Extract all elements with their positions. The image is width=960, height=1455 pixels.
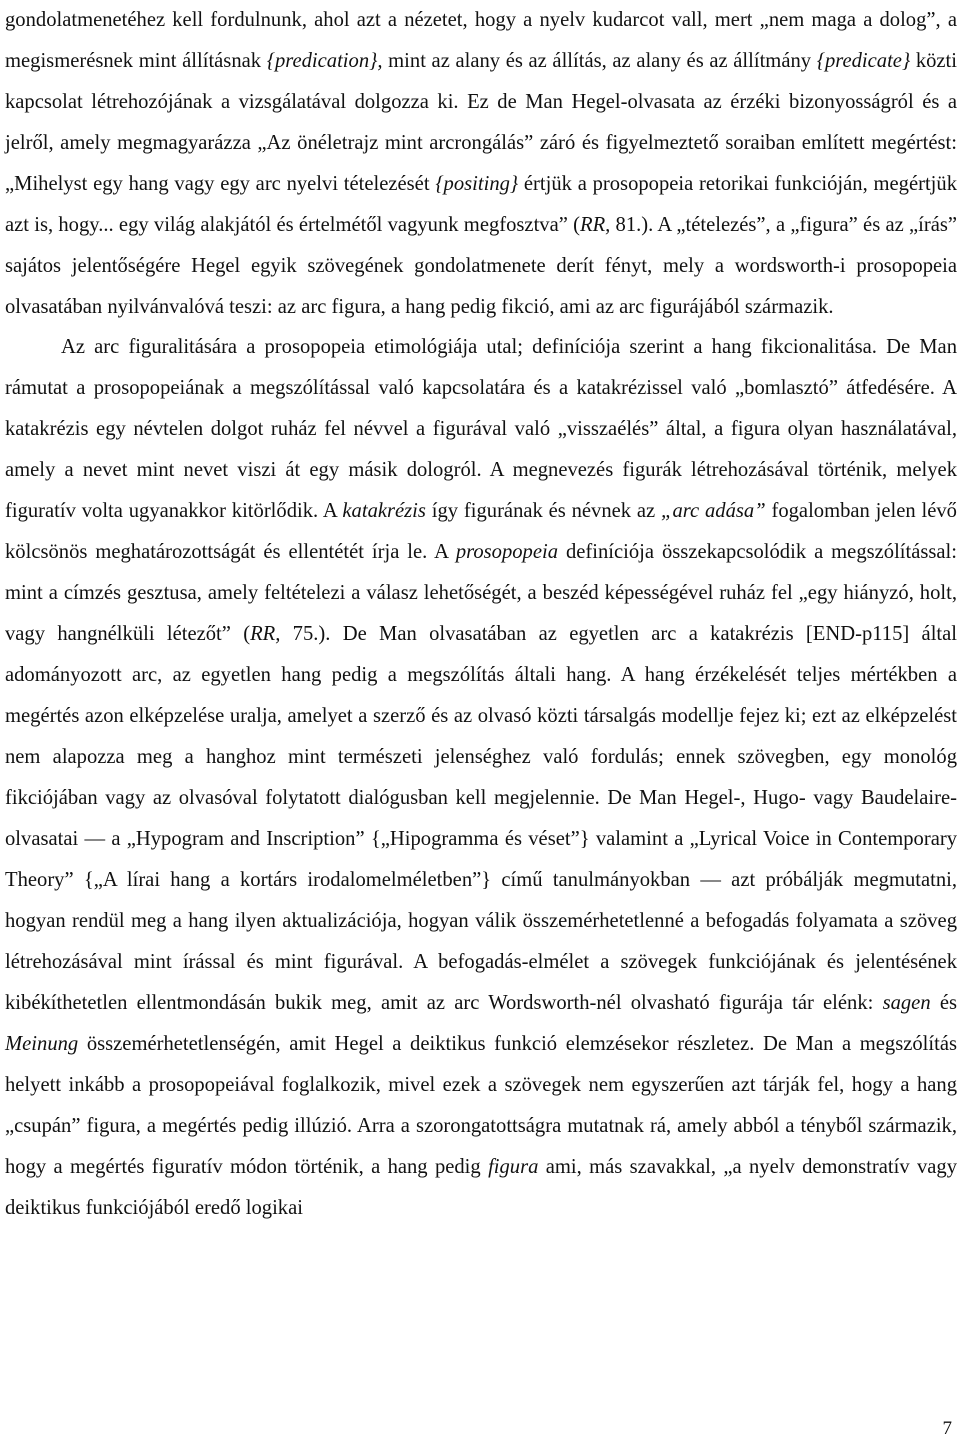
p2-segment: figura (488, 1156, 539, 1178)
p2-segment: RR, (250, 623, 281, 645)
page-number: 7 (942, 1418, 952, 1439)
p2-segment: prosopopeia (455, 541, 559, 563)
p2-segment: sagen (882, 992, 931, 1014)
p1-segment: {predicate} (816, 50, 911, 72)
p2-segment: Meinung (5, 1033, 79, 1055)
p2-segment: és (930, 992, 957, 1014)
p1-segment: RR, (579, 214, 611, 236)
p1-segment: mint az alany és az állítás, az alany és az állítmány (382, 50, 817, 72)
p1-segment: gondolatmenetéhez kell fordulnunk, ahol azt a nézetet, hogy a nyelv kudarcot vall, mert „nem maga a dolog”, a megismerésnek mint állításnak (5, 9, 957, 72)
p2-segment: definíciója összekapcsolódik a megszólítással: mint a címzés gesztusa, amely feltételezi a válasz lehetőségét, a beszéd képességével ruház fel „egy hiányzó, holt, vagy hangnélküli létezőt” ( (5, 541, 957, 645)
p2-segment: katakrézis (342, 500, 426, 522)
p1-segment: {positing} (435, 173, 519, 195)
p1-segment: közti kapcsolat létrehozójának a vizsgálatával dolgozza ki. Ez de Man Hegel-olvasata az érzéki bizonyosságról és a jelről, amely megmagyarázza „Az önéletrajz mint arcrongálás” záró és figyelmeztető soraiban említett megértést: „Mihelyst egy hang vagy egy arc nyelvi tételezését (5, 50, 958, 195)
p2-segment: 75.). De Man olvasatában az egyetlen arc a katakrézis [END-p115] által adományozott arc, az egyetlen hang pedig a megszólítás általi hang. A hang érzékelését teljes mértékben a megértés azon elképzelése uralja, amelyet a szerző és az olvasó közti társalgás modellje fejez ki; ezt az elképzelést nem alapozza meg a hanghoz mint természeti jelenséghez való fordulás; ennek szövegben, egy monológ fikciójában vagy az olvasóval folytatott dialógusban kell megjelennie. De Man Hegel-, Hugo- vagy Baudelaire-olvasatai — a „Hypogram and Inscription” {„Hipogramma és véset”} valamint a „Lyrical Voice in Contemporary Theory” {„A lírai hang a kortárs irodalomelméletben”} című tanulmányokban — azt próbálják megmutatni, hogyan rendül meg a hang ilyen aktualizációja, hogyan válik összemérhetetlenné a befogadás folyamata a szöveg létrehozásával mint írással és mint figurával. A befogadás-elmélet a szövegek funkciójának és jelentésének kibékíthetetlen ellentmondásán bukik meg, amit az arc Wordsworth-nél olvasható figurája tár elénk: (5, 623, 957, 1014)
p1-segment: értjük a prosopopeia retorikai funkcióján, megértjük azt is, hogy... egy világ alakjától és értelmétől vagyunk megfosztva” ( (5, 173, 957, 236)
p2-segment: Az arc figuralitására a prosopopeia etimológiája utal; definíciója szerint a hang fikcionalitása. De Man rámutat a prosopopeiának a megszólítással való kapcsolatára és a katakrézissel való „bomlasztó” átfedésére. A katakrézis egy névtelen dolgot ruház fel névvel a figurával való „visszaélés” által, a figura olyan használatával, amely a nevet mint nevet viszi át egy másik dologról. A megnevezés figurák létrehozásával történik, melyek figuratív volta ugyanakkor kitörlődik. A (5, 336, 957, 522)
p2-segment: „arc adása” (661, 500, 766, 522)
paragraph-2 (5, 327, 957, 1229)
p2-segment: ami, más szavakkal, „a nyelv demonstratív vagy deiktikus funkciójából eredő logikai (5, 1156, 957, 1219)
p1-segment: 81.). A „tételezés”, a „figura” és az „írás” sajátos jelentőségére Hegel egyik szövegének gondolatmenete derít fényt, mely a wordsworth-i prosopopeia olvasatában nyilvánvalóvá teszi: az arc figura, a hang pedig fikció, ami az arc figurájából származik. (5, 214, 957, 318)
p1-segment: {predication}, (266, 50, 383, 72)
p2-segment: fogalomban jelen lévő kölcsönös meghatározottságát és ellentétét írja le. A (5, 500, 957, 563)
p2-segment: összemérhetetlenségén, amit Hegel a deiktikus funkció elemzésekor részletez. De Man a megszólítás helyett inkább a prosopopeiával foglalkozik, mivel ezek a szövegek nem egyszerűen azt tárják fel, hogy a hang „csupán” figura, a megértés pedig illúzió. Arra a szorongatottságra mutatnak rá, amely abból a tényből származik, hogy a megértés figuratív módon történik, a hang pedig (5, 1033, 957, 1178)
document-page (5, 0, 957, 1229)
p2-segment: így figurának és névnek az (425, 500, 662, 522)
paragraph-1 (5, 0, 957, 328)
